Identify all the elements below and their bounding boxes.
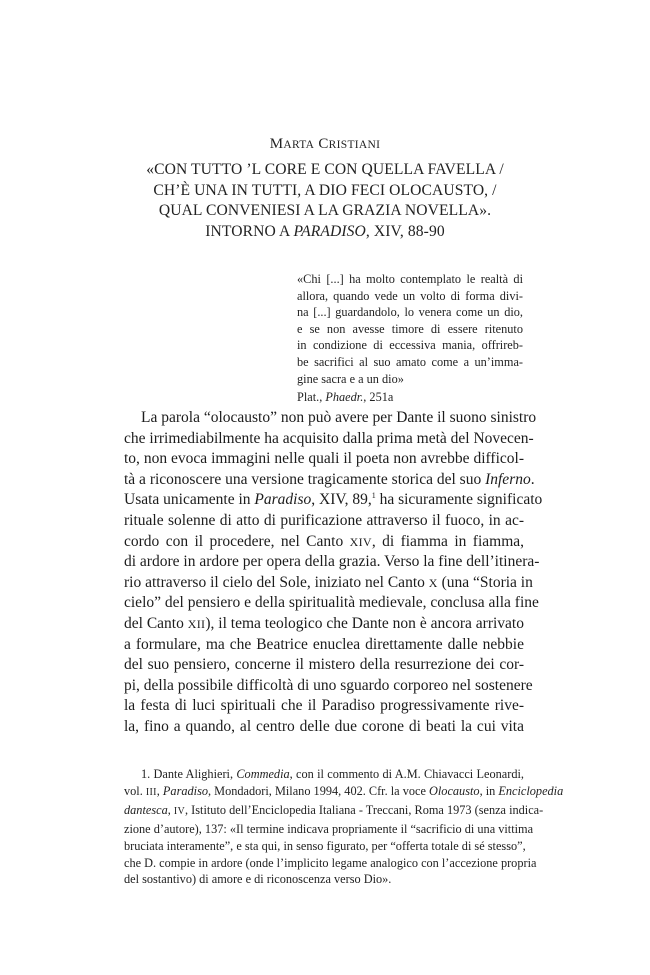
body-line-5-post: ha sicuramente significato xyxy=(375,491,543,509)
body-line-4-post: . xyxy=(530,470,535,488)
body-line-11-post: ), il tema teologico che Dante non è ancora arrivato xyxy=(205,614,524,632)
body-line-4-pre: tà a riconoscere una versione tragicamente storica del suo xyxy=(124,470,486,488)
footnote-marker[interactable]: 1 xyxy=(371,491,376,501)
epigraph-line: na [...] guardandolo, lo venera come un dio, xyxy=(297,305,523,320)
title-line-4-pre: INTORNO A xyxy=(205,222,294,240)
footnote-line-3-mid1: , xyxy=(167,802,174,817)
footnote-line-1-italic: Commedia xyxy=(236,767,290,781)
footnote-line-2-italic2: Olocausto xyxy=(429,783,480,798)
footnote-1 xyxy=(124,766,564,888)
title-line-3: QUAL CONVENIESI A LA GRAZIA NOVELLA». xyxy=(158,202,492,219)
epigraph-source-italic: Phaedr. xyxy=(325,390,364,405)
body-line xyxy=(124,614,524,635)
body-line-11-roman: XII xyxy=(187,616,206,631)
body-line: La parola “olocausto” non può avere per Dante il suono sinistro xyxy=(141,409,537,426)
body-line-9-post: (una “Storia in xyxy=(437,573,533,591)
body-line: di ardore in ardore per opera della grazia. Verso la fine dell’itinera- xyxy=(124,553,540,571)
epigraph-line: in condizione di eccessiva mania, offrireb- xyxy=(297,338,523,353)
epigraph-source xyxy=(297,389,523,406)
body-line: to, non evoca immagini nelle quali il poeta non avrebbe difficol- xyxy=(124,450,524,468)
footnote-line: zione d’autore), 137: «Il termine indicava propriamente il “sacrificio di una vittima xyxy=(124,821,534,836)
epigraph-source-post: , 251a xyxy=(363,390,394,405)
author-initial-first: M xyxy=(269,136,284,152)
body-line: la, fino a quando, al centro delle due corone di beati la cui vita xyxy=(124,717,524,735)
footnote-line: bruciata interamente”, e sta qui, in senso figurato, per “offerta totale di sé stesso”, xyxy=(124,838,526,853)
footnote-line-2-italic3: Enciclopedia xyxy=(498,783,564,798)
footnote-line: del sostantivo) di amore e di riconoscenza verso Dio». xyxy=(124,872,392,887)
title-line-4 xyxy=(0,222,650,243)
author-rest-last: RISTIANI xyxy=(328,139,381,151)
article-title xyxy=(0,160,650,242)
body-line-5-pre: Usata unicamente in xyxy=(124,491,255,509)
epigraph-line: e se non avesse timore di essere ritenuto xyxy=(297,321,523,336)
body-line-7-post: , di fiamma in fiamma, xyxy=(371,532,525,550)
author-name xyxy=(0,136,650,153)
footnote-line xyxy=(124,802,544,821)
body-line-4-italic: Inferno xyxy=(485,470,531,488)
epigraph-line: be sacrifici al suo amato come a un’imma- xyxy=(297,354,523,369)
footnote-line-2-mid1: , xyxy=(156,783,163,798)
footnote-line-1-pre: 1. Dante Alighieri, xyxy=(141,767,237,781)
footnote-line-3-roman: IV xyxy=(173,805,186,817)
body-line: del suo pensiero, concerne il mistero della resurrezione dei cor- xyxy=(124,656,524,674)
footnote-line-2-pre: vol. xyxy=(124,783,146,798)
body-line-5-mid: , XIV, 89, xyxy=(311,491,372,509)
body-line xyxy=(124,470,535,491)
footnote-line xyxy=(124,783,564,802)
footnote-line-2-mid3: , in xyxy=(479,783,499,798)
author-rest-first: ARTA xyxy=(283,139,315,151)
footnote-line-3-italic: dantesca xyxy=(124,802,168,817)
body-line-7-pre: cordo con il procedere, nel Canto xyxy=(124,532,350,550)
epigraph-line: allora, quando vede un volto di forma divi- xyxy=(297,288,523,303)
footnote-line-3-post: , Istituto dell’Enciclopedia Italiana - Treccani, Roma 1973 (senza indica- xyxy=(185,802,544,817)
body-line: la festa di luci spirituali che il Paradiso progressivamente rive- xyxy=(124,697,524,715)
title-line-4-post: , XIV, 88-90 xyxy=(365,222,445,240)
epigraph-line: «Chi [...] ha molto contemplato le realtà di xyxy=(297,272,523,286)
body-line xyxy=(124,573,533,594)
footnote-line-2-roman: III xyxy=(145,786,157,798)
body-line: cielo” del pensiero e della spiritualità medievale, conclusa alla fine xyxy=(124,594,539,612)
epigraph-source-pre: Plat., xyxy=(297,390,326,405)
title-line-2: CH’È UNA IN TUTTI, A DIO FECI OLOCAUSTO, / xyxy=(153,181,497,199)
footnote-line-2-italic1: Paradiso xyxy=(162,783,209,798)
body-line-11-pre: del Canto xyxy=(124,614,188,632)
epigraph xyxy=(297,271,523,406)
body-line xyxy=(124,490,543,511)
author-initial-last: C xyxy=(318,136,329,152)
body-line: a formulare, ma che Beatrice enuclea direttamente dalle nebbie xyxy=(124,635,524,653)
body-line: pi, della possibile difficoltà di uno sguardo corporeo nel sostenere xyxy=(124,676,533,694)
body-line-5-italic: Paradiso xyxy=(254,491,312,509)
footnote-line xyxy=(124,766,524,783)
body-line-9-roman: X xyxy=(428,575,438,590)
title-line-1: «CON TUTTO ’L CORE E CON QUELLA FAVELLA / xyxy=(146,161,504,178)
body-paragraph xyxy=(124,408,543,738)
footnote-line-1-post: , con il commento di A.M. Chiavacci Leonardi, xyxy=(289,767,524,781)
body-line-9-pre: rio attraverso il cielo del Sole, iniziato nel Canto xyxy=(124,573,429,591)
body-line: che irrimediabilmente ha acquisito dalla prima metà del Novecen- xyxy=(124,429,534,447)
title-line-4-italic: PARADISO xyxy=(293,222,366,240)
epigraph-line: gine sacra e a un dio» xyxy=(297,371,404,386)
body-line xyxy=(124,532,524,553)
body-line-7-roman: XIV xyxy=(349,534,372,549)
footnote-line: che D. compie in ardore (onde l’implicito legame analogico con l’accezione propria xyxy=(124,855,537,870)
footnote-line-2-mid2: , Mondadori, Milano 1994, 402. Cfr. la voce xyxy=(208,783,429,798)
body-line: rituale solenne di atto di purificazione attraverso il fuoco, in ac- xyxy=(124,511,524,529)
